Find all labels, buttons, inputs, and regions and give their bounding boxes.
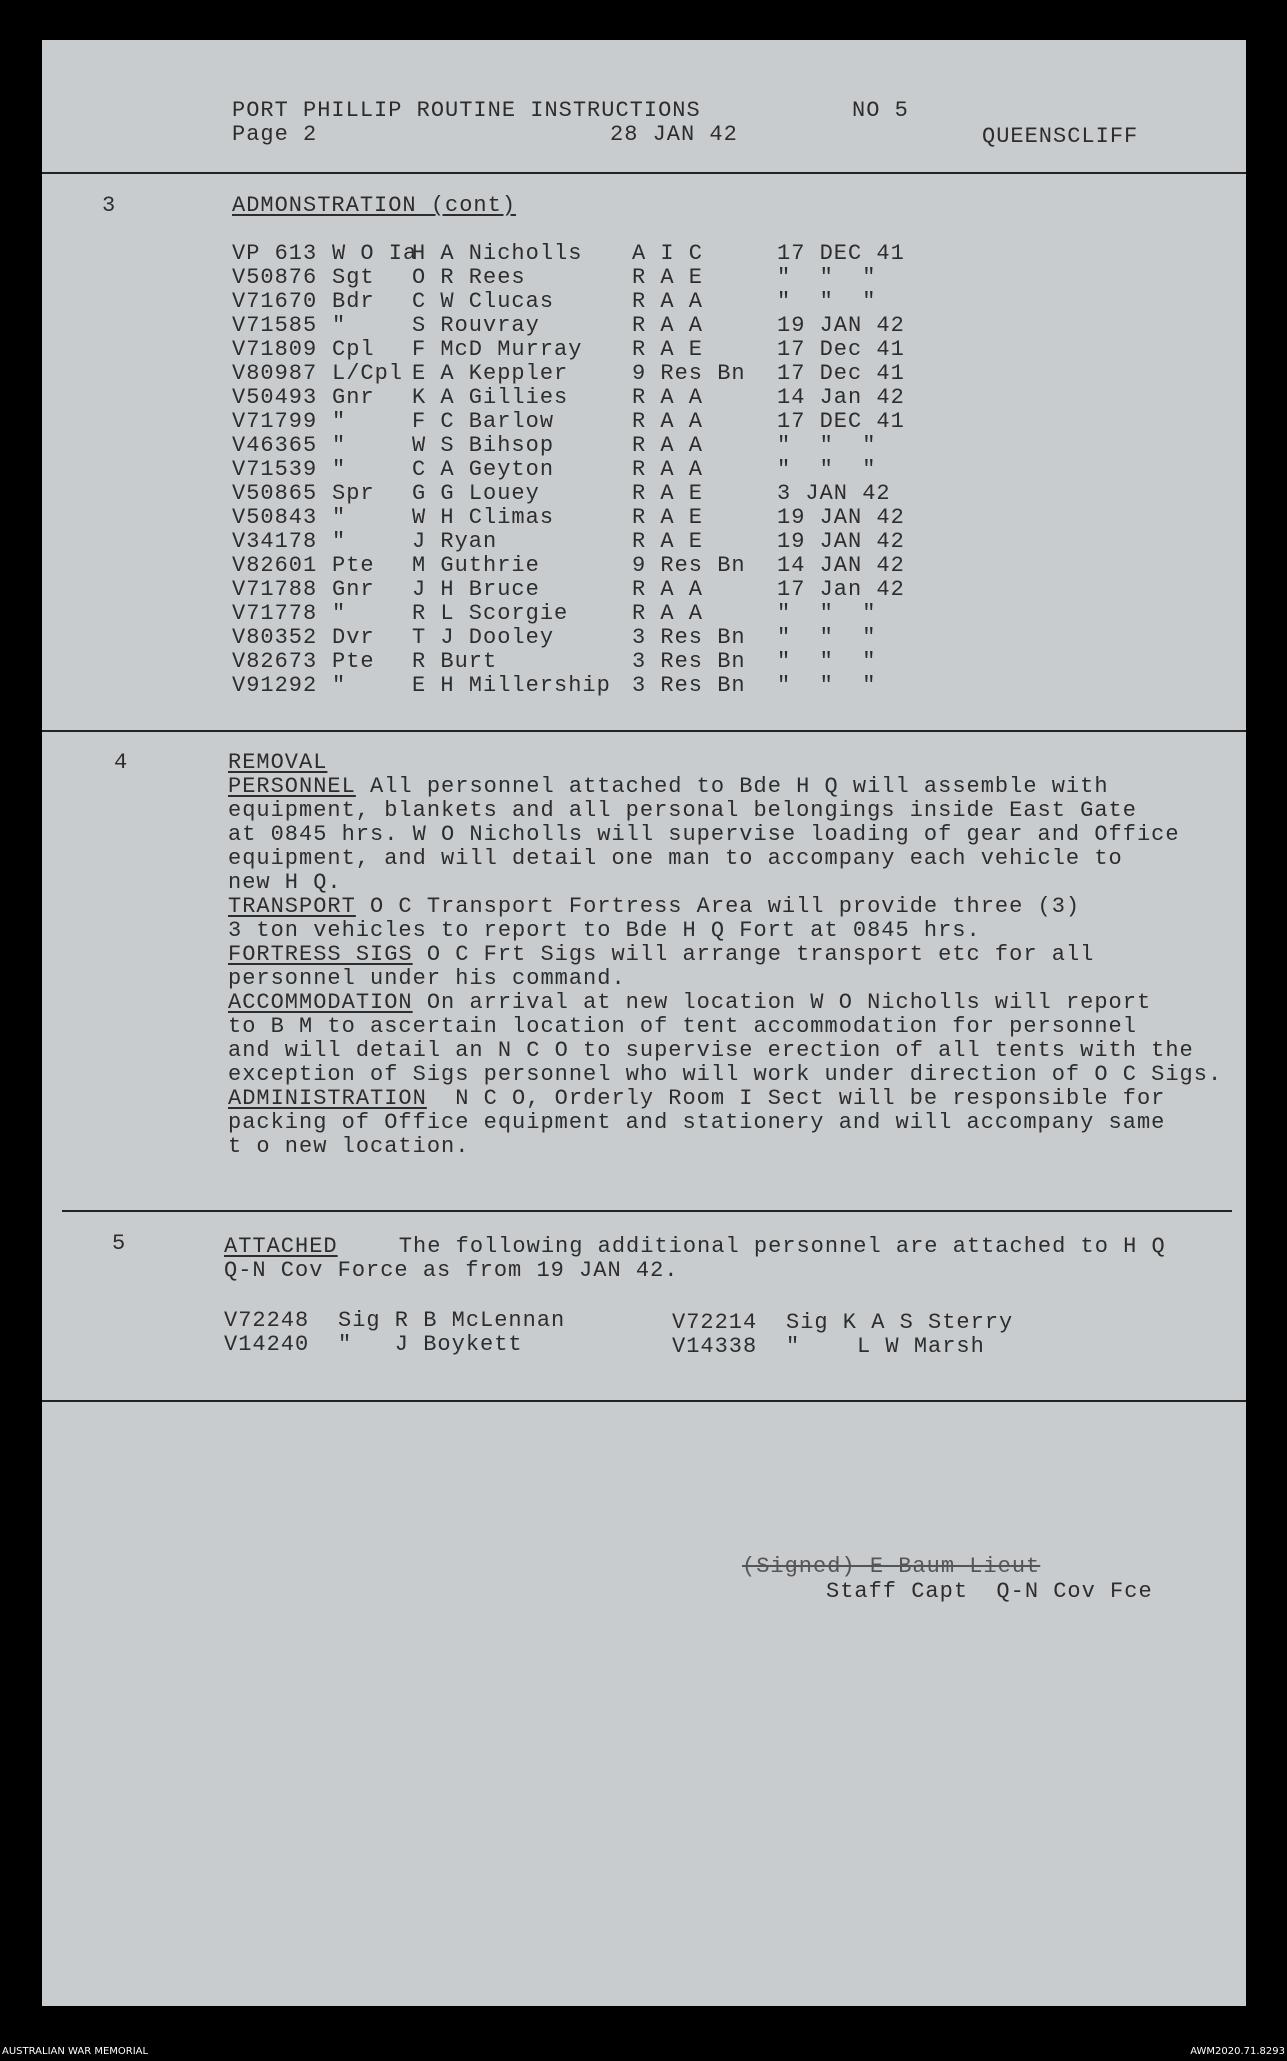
roster-rank: ": [332, 505, 347, 530]
attached-number: V72248: [224, 1308, 310, 1333]
divider: [42, 172, 1246, 174]
attached-number: V72214: [672, 1310, 758, 1335]
roster-rank: Pte: [332, 553, 375, 578]
roster-date: 19 JAN 42: [777, 529, 905, 554]
removal-line: [228, 944, 1094, 966]
roster-service-number: V71539: [232, 457, 318, 482]
roster-date: 17 Dec 41: [777, 337, 905, 362]
roster-unit: R A A: [632, 289, 704, 314]
page-number: Page 2: [232, 122, 318, 147]
document-page: [42, 40, 1246, 2006]
roster-rank: W O Ia: [332, 241, 418, 266]
roster-unit: R A A: [632, 409, 704, 434]
roster-date: 14 Jan 42: [777, 385, 905, 410]
removal-text: On arrival at new location W O Nicholls will report: [412, 990, 1152, 1015]
roster-name: G G Louey: [412, 481, 540, 506]
roster-rank: Pte: [332, 649, 375, 674]
attached-name: " L W Marsh: [786, 1334, 985, 1359]
roster-service-number: V71778: [232, 601, 318, 626]
section-number: 5: [112, 1231, 127, 1256]
removal-line: [228, 1040, 1194, 1062]
roster-rank: Dvr: [332, 625, 375, 650]
removal-line: [228, 800, 1137, 822]
signature-title: Staff Capt Q-N Cov Fce: [826, 1579, 1153, 1604]
attached-number: V14338: [672, 1334, 758, 1359]
roster-rank: Bdr: [332, 289, 375, 314]
roster-name: J H Bruce: [412, 577, 540, 602]
roster-name: J Ryan: [412, 529, 498, 554]
roster-name: O R Rees: [412, 265, 526, 290]
removal-line: [228, 896, 1080, 918]
roster-unit: R A A: [632, 601, 704, 626]
section-heading: REMOVAL: [228, 750, 328, 775]
removal-text: N C O, Orderly Room I Sect will be responsible for: [426, 1086, 1166, 1111]
roster-unit: R A E: [632, 529, 704, 554]
removal-line: [228, 1016, 1137, 1038]
location: QUEENSCLIFF: [982, 124, 1139, 149]
removal-text: O C Frt Sigs will arrange transport etc for all: [412, 942, 1095, 967]
roster-unit: A I C: [632, 241, 704, 266]
roster-name: T J Dooley: [412, 625, 555, 650]
roster-name: R L Scorgie: [412, 601, 569, 626]
roster-rank: ": [332, 601, 347, 626]
footer-right: AWM2020.71.8293: [1190, 2046, 1285, 2057]
roster-service-number: V50843: [232, 505, 318, 530]
removal-line: [228, 1136, 469, 1158]
removal-line: [228, 920, 981, 942]
roster-rank: ": [332, 529, 347, 554]
roster-service-number: V71670: [232, 289, 318, 314]
removal-line: [228, 824, 1180, 846]
removal-subheading: ADMINISTRATION: [228, 1086, 427, 1111]
removal-line: [228, 1088, 1165, 1110]
roster-service-number: V71809: [232, 337, 318, 362]
roster-date: " " ": [777, 265, 877, 290]
divider: [42, 1400, 1246, 1402]
roster-service-number: V34178: [232, 529, 318, 554]
roster-unit: 9 Res Bn: [632, 553, 746, 578]
roster-service-number: V50493: [232, 385, 318, 410]
attached-name: Sig R B McLennan: [338, 1308, 566, 1333]
roster-date: 17 Dec 41: [777, 361, 905, 386]
attached-number: V14240: [224, 1332, 310, 1357]
roster-name: R Burt: [412, 649, 498, 674]
roster-date: 3 JAN 42: [777, 481, 891, 506]
removal-text: and will detail an N C O to supervise erection of all tents with the: [228, 1038, 1194, 1063]
roster-service-number: VP 613: [232, 241, 318, 266]
roster-rank: Cpl: [332, 337, 375, 362]
roster-rank: ": [332, 409, 347, 434]
removal-text: All personnel attached to Bde H Q will assemble with: [355, 774, 1109, 799]
roster-service-number: V46365: [232, 433, 318, 458]
roster-rank: ": [332, 313, 347, 338]
removal-line: [228, 992, 1151, 1014]
removal-text: 3 ton vehicles to report to Bde H Q Fort at 0845 hrs.: [228, 918, 981, 943]
roster-name: E A Keppler: [412, 361, 569, 386]
removal-subheading: ACCOMMODATION: [228, 990, 413, 1015]
roster-service-number: V71788: [232, 577, 318, 602]
roster-service-number: V71585: [232, 313, 318, 338]
roster-unit: 3 Res Bn: [632, 649, 746, 674]
roster-name: H A Nicholls: [412, 241, 583, 266]
roster-rank: Gnr: [332, 577, 375, 602]
roster-unit: R A A: [632, 457, 704, 482]
roster-date: " " ": [777, 601, 877, 626]
roster-rank: ": [332, 673, 347, 698]
document-title: PORT PHILLIP ROUTINE INSTRUCTIONS: [232, 98, 701, 123]
roster-rank: L/Cpl: [332, 361, 404, 386]
roster-unit: R A A: [632, 313, 704, 338]
removal-text: personnel under his command.: [228, 966, 626, 991]
roster-date: " " ": [777, 649, 877, 674]
roster-date: " " ": [777, 625, 877, 650]
roster-unit: 3 Res Bn: [632, 673, 746, 698]
section-heading: ADMONSTRATION (cont): [232, 193, 517, 218]
roster-rank: ": [332, 457, 347, 482]
roster-name: F C Barlow: [412, 409, 555, 434]
roster-service-number: V91292: [232, 673, 318, 698]
roster-service-number: V80352: [232, 625, 318, 650]
roster-service-number: V82601: [232, 553, 318, 578]
roster-date: " " ": [777, 457, 877, 482]
signature-line: (Signed) E Baum Lieut: [742, 1554, 1041, 1579]
roster-unit: R A A: [632, 385, 704, 410]
attached-intro: The following additional personnel are attached to H Q: [342, 1234, 1166, 1259]
roster-service-number: V50876: [232, 265, 318, 290]
roster-rank: Gnr: [332, 385, 375, 410]
roster-unit: R A A: [632, 577, 704, 602]
removal-subheading: PERSONNEL: [228, 774, 356, 799]
removal-text: at 0845 hrs. W O Nicholls will supervise loading of gear and Office: [228, 822, 1180, 847]
roster-date: 17 DEC 41: [777, 241, 905, 266]
section-heading: ATTACHED: [224, 1234, 338, 1259]
roster-date: " " ": [777, 289, 877, 314]
removal-text: new H Q.: [228, 870, 342, 895]
roster-name: W H Climas: [412, 505, 555, 530]
roster-unit: R A A: [632, 433, 704, 458]
roster-service-number: V50865: [232, 481, 318, 506]
removal-text: t o new location.: [228, 1134, 470, 1159]
roster-rank: Spr: [332, 481, 375, 506]
removal-text: exception of Sigs personnel who will work under direction of O C Sigs.: [228, 1062, 1223, 1087]
section-number: 3: [102, 193, 117, 218]
roster-date: 17 DEC 41: [777, 409, 905, 434]
roster-unit: 3 Res Bn: [632, 625, 746, 650]
attached-name: Sig K A S Sterry: [786, 1310, 1014, 1335]
roster-rank: Sgt: [332, 265, 375, 290]
removal-text: packing of Office equipment and stationery and will accompany same: [228, 1110, 1166, 1135]
removal-line: [228, 1064, 1222, 1086]
removal-text: O C Transport Fortress Area will provide three (3): [355, 894, 1081, 919]
removal-line: [228, 872, 342, 894]
roster-rank: ": [332, 433, 347, 458]
roster-unit: R A E: [632, 337, 704, 362]
removal-subheading: FORTRESS SIGS: [228, 942, 413, 967]
removal-text: equipment, and will detail one man to accompany each vehicle to: [228, 846, 1123, 871]
roster-name: E H Millership: [412, 673, 611, 698]
roster-name: M Guthrie: [412, 553, 540, 578]
document-date: 28 JAN 42: [610, 122, 738, 147]
roster-date: " " ": [777, 673, 877, 698]
roster-unit: 9 Res Bn: [632, 361, 746, 386]
roster-date: 19 JAN 42: [777, 505, 905, 530]
roster-date: " " ": [777, 433, 877, 458]
roster-unit: R A E: [632, 265, 704, 290]
roster-unit: R A E: [632, 481, 704, 506]
divider: [62, 1210, 1232, 1212]
section-number: 4: [114, 750, 129, 775]
removal-line: [228, 848, 1123, 870]
roster-service-number: V80987: [232, 361, 318, 386]
roster-service-number: V71799: [232, 409, 318, 434]
removal-text: equipment, blankets and all personal belongings inside East Gate: [228, 798, 1137, 823]
instruction-number: NO 5: [852, 98, 909, 123]
roster-date: 19 JAN 42: [777, 313, 905, 338]
roster-date: 17 Jan 42: [777, 577, 905, 602]
roster-name: F McD Murray: [412, 337, 583, 362]
divider: [42, 730, 1246, 732]
roster-unit: R A E: [632, 505, 704, 530]
roster-name: K A Gillies: [412, 385, 569, 410]
roster-name: C W Clucas: [412, 289, 555, 314]
removal-text: to B M to ascertain location of tent accommodation for personnel: [228, 1014, 1137, 1039]
removal-line: [228, 1112, 1165, 1134]
roster-name: W S Bihsop: [412, 433, 555, 458]
roster-date: 14 JAN 42: [777, 553, 905, 578]
roster-service-number: V82673: [232, 649, 318, 674]
removal-line: [228, 776, 1109, 798]
removal-subheading: TRANSPORT: [228, 894, 356, 919]
roster-name: S Rouvray: [412, 313, 540, 338]
attached-intro-cont: Q-N Cov Force as from 19 JAN 42.: [224, 1258, 679, 1283]
roster-name: C A Geyton: [412, 457, 555, 482]
attached-name: " J Boykett: [338, 1332, 523, 1357]
removal-line: [228, 968, 626, 990]
footer-left: AUSTRALIAN WAR MEMORIAL: [2, 2046, 149, 2057]
